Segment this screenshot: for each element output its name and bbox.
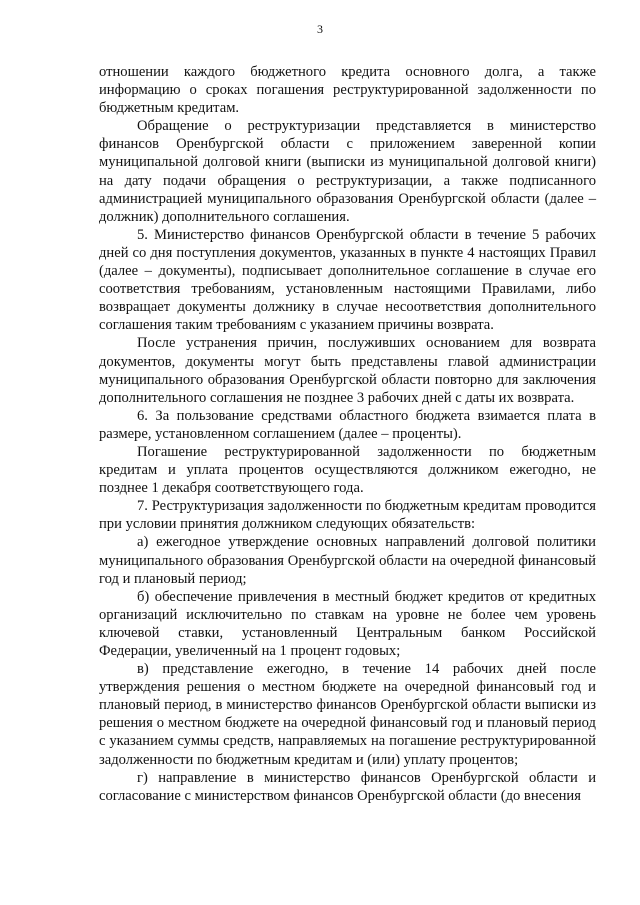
paragraph-continuation: отношении каждого бюджетного кредита основного долга, а также информацию о сроках погашения реструктурированной задолженности по бюджетным кредитам. <box>99 64 596 117</box>
paragraph-item-5: 5. Министерство финансов Оренбургской области в течение 5 рабочих дней со дня поступления документов, указанных в пункте 4 настоящих Правил (далее – документы), подписывает дополнительное соглашение в случае его соответствия требованиям, установленным настоящими Правилами, либо возвращает документы должнику в случае несоответствия дополнительного соглашения таким требованиям с указанием причины возврата. <box>99 226 596 334</box>
paragraph-subitem-b: б) обеспечение привлечения в местный бюджет кредитов от кредитных организаций исключительно по ставкам на уровне не более чем уровень ключевой ставки, установленный Центральным банком Российской Федерации, увеличенный на 1 процент годовых; <box>99 588 596 659</box>
paragraph-repayment: Погашение реструктурированной задолженности по бюджетным кредитам и уплата процентов осуществляются должником ежегодно, не позднее 1 декабря соответствующего года. <box>99 443 596 497</box>
paragraph-item-6: 6. За пользование средствами областного бюджета взимается плата в размере, установленном соглашением (далее – проценты). <box>99 407 596 442</box>
paragraph-restructuring-request: Обращение о реструктуризации представляется в министерство финансов Оренбургской области с приложением заверенной копии муниципальной долговой книги (выписки из муниципальной долговой книги) на дату подачи обращения о реструктуризации, а также подписанного администрацией муниципального образования Оренбургской области (далее – должник) дополнительного соглашения. <box>99 118 596 225</box>
paragraph-subitem-v: в) представление ежегодно, в течение 14 рабочих дней после утверждения решения о местном бюджете на очередной финансовый год и плановый период, в министерство финансов Оренбургской области выписки из решения о местном бюджете на очередной финансовый год и плановый период с указанием суммы средств, направляемых на погашение реструктурированной задолженности по бюджетным кредитам и (или) уплату процентов; <box>99 661 596 768</box>
paragraph-subitem-a: а) ежегодное утверждение основных направлений долговой политики муниципального образования Оренбургской области на очередной финансовый год и плановый период; <box>99 534 596 587</box>
paragraph-item-7: 7. Реструктуризация задолженности по бюджетным кредитам проводится при условии принятия должником следующих обязательств: <box>99 498 596 533</box>
paragraph-subitem-g: г) направление в министерство финансов Оренбургской области и согласование с министерством финансов Оренбургской области (до внесения <box>99 769 596 804</box>
document-body <box>99 63 596 805</box>
paragraph-resubmission: После устранения причин, послуживших основанием для возврата документов, документы могут быть представлены главой администрации муниципального образования Оренбургской области повторно для заключения дополнительного соглашения не позднее 3 рабочих дней с даты их возврата. <box>99 335 596 406</box>
page-number: 3 <box>317 22 323 36</box>
